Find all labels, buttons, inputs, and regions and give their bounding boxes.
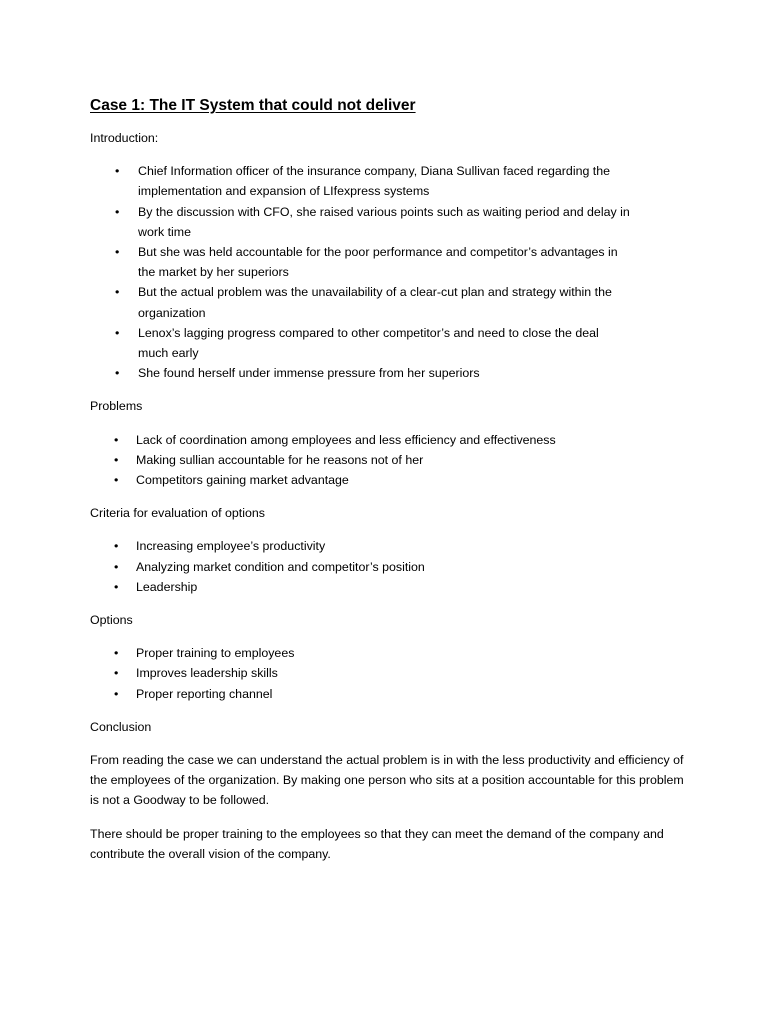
list-item: • Lack of coordination among employees and less efficiency and effectiveness (90, 430, 690, 450)
bullet-icon: • (114, 579, 119, 594)
bullet-icon: • (115, 164, 120, 179)
list-item: • Lenox’s lagging progress compared to other competitor’s and need to close the deal much early (90, 323, 630, 363)
list-item: • Proper training to employees (90, 643, 690, 663)
problems-list (90, 430, 690, 491)
list-item: • Improves leadership skills (90, 663, 690, 683)
list-item: • Making sullian accountable for he reasons not of her (90, 450, 690, 470)
list-item: • Proper reporting channel (90, 684, 690, 704)
bullet-icon: • (115, 366, 120, 381)
bullet-icon: • (114, 539, 119, 554)
list-item: • She found herself under immense pressure from her superiors (90, 363, 630, 383)
options-list (90, 643, 690, 704)
bullet-icon: • (114, 452, 119, 467)
conclusion-paragraph: From reading the case we can understand the actual problem is in with the less productivity and efficiency of the employees of the organization. By making one person who sits at a position accountable for this problem is not a Goodway to be followed. (90, 753, 684, 808)
bullet-icon: • (115, 325, 120, 340)
list-item: • Chief Information officer of the insurance company, Diana Sullivan faced regarding the implementation and expansion of LIfexpress systems (90, 161, 630, 201)
section-heading-options: Options (90, 613, 133, 628)
list-item: • Increasing employee’s productivity (90, 536, 690, 556)
document-title: Case 1: The IT System that could not deliver (90, 97, 416, 114)
criteria-list (90, 536, 690, 597)
list-item: • Analyzing market condition and competitor’s position (90, 557, 690, 577)
section-heading-criteria: Criteria for evaluation of options (90, 506, 265, 521)
section-heading-problems: Problems (90, 399, 143, 414)
bullet-icon: • (115, 245, 120, 260)
section-heading-conclusion: Conclusion (90, 719, 152, 734)
bullet-icon: • (114, 686, 119, 701)
introduction-list (90, 161, 630, 383)
bullet-icon: • (115, 204, 120, 219)
conclusion-paragraph: There should be proper training to the employees so that they can meet the demand of the company and contribute the overall vision of the company. (90, 826, 664, 861)
bullet-icon: • (115, 285, 120, 300)
bullet-icon: • (114, 559, 119, 574)
bullet-icon: • (114, 646, 119, 661)
list-item: • But she was held accountable for the poor performance and competitor’s advantages in the market by her superiors (90, 242, 630, 282)
list-item: • Competitors gaining market advantage (90, 470, 690, 490)
list-item: • Leadership (90, 577, 690, 597)
list-item: • By the discussion with CFO, she raised various points such as waiting period and delay in work time (90, 202, 630, 242)
section-heading-introduction: Introduction: (90, 131, 159, 145)
list-item: • But the actual problem was the unavailability of a clear-cut plan and strategy within the organization (90, 282, 630, 322)
document-body (90, 96, 690, 877)
bullet-icon: • (114, 666, 119, 681)
bullet-icon: • (114, 432, 119, 447)
bullet-icon: • (114, 473, 119, 488)
